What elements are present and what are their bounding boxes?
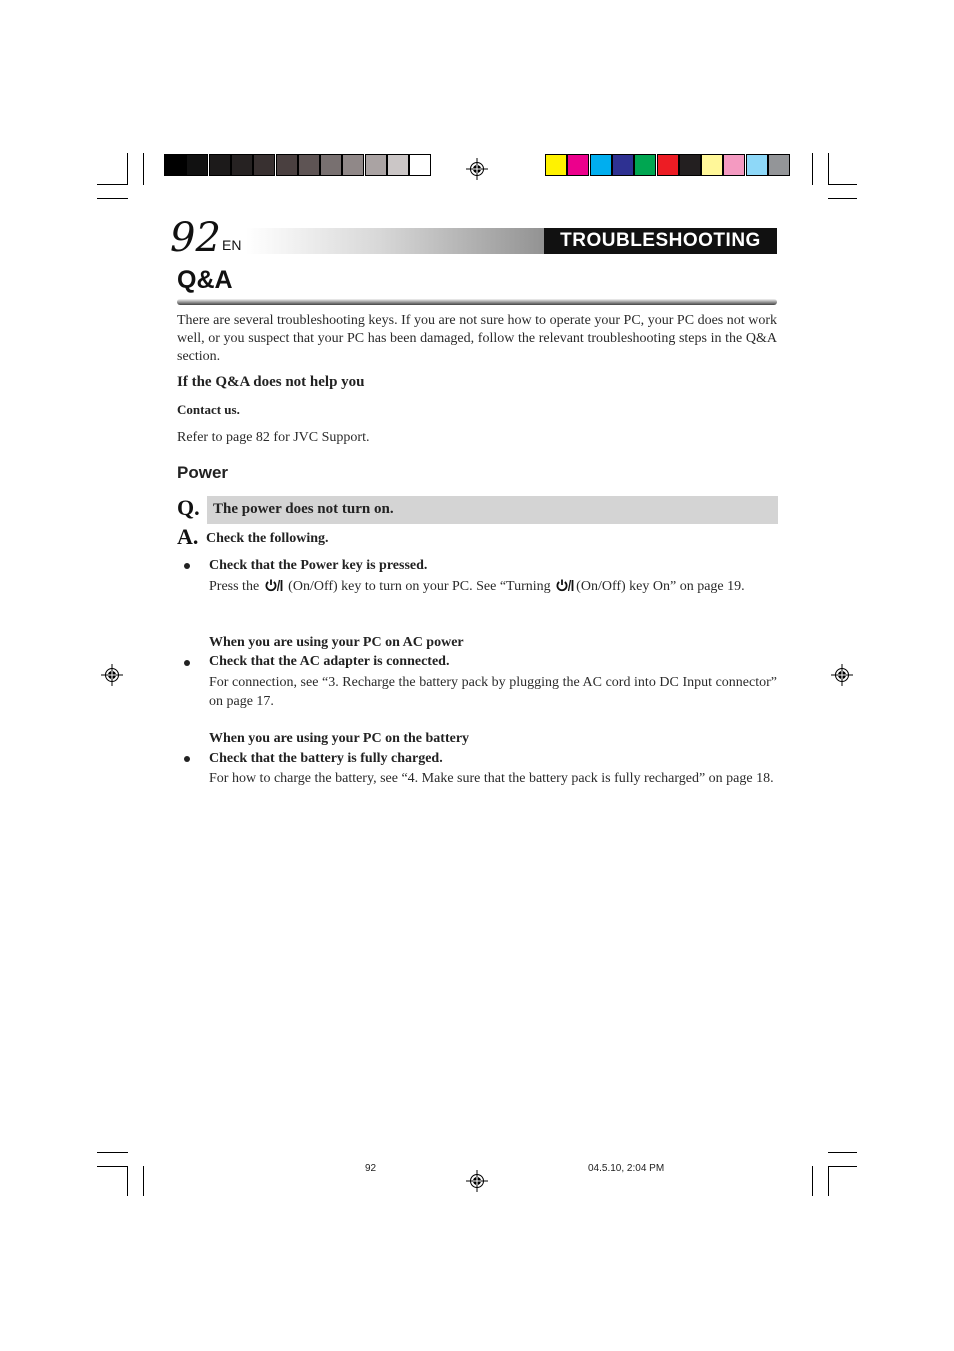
page-language-suffix: EN	[222, 237, 242, 253]
ac-power-heading: When you are using your PC on AC power	[209, 635, 464, 650]
refer-text: Refer to page 82 for JVC Support.	[177, 430, 370, 445]
bullet-icon	[184, 563, 190, 569]
footer-page-number: 92	[365, 1163, 377, 1174]
registration-mark-icon	[831, 664, 853, 686]
color-swatch	[590, 154, 612, 176]
item-ac-adapter-text: For connection, see “3. Recharge the battery pack by plugging the AC cord into DC Input connector” on page 17.	[209, 675, 777, 709]
power-onoff-icon	[265, 579, 283, 592]
answer-marker: A.	[177, 524, 199, 549]
battery-heading: When you are using your PC on the battery	[209, 731, 470, 746]
gray-swatch	[231, 154, 253, 176]
power-onoff-icon	[556, 579, 574, 592]
help-heading: If the Q&A does not help you	[177, 374, 365, 390]
gray-swatch	[186, 154, 208, 176]
registration-mark-icon	[101, 664, 123, 686]
color-swatch	[545, 154, 567, 176]
page-number: 92	[170, 215, 221, 261]
gray-swatch	[164, 154, 186, 176]
gray-swatch	[253, 154, 275, 176]
gray-swatch	[387, 154, 409, 176]
bullet-icon	[184, 756, 190, 762]
contact-label: Contact us.	[177, 402, 240, 417]
item-power-key-text-c: (On/Off) key On” on page 19.	[576, 579, 745, 594]
section-heading-power: Power	[177, 463, 229, 482]
question-text: The power does not turn on.	[213, 501, 394, 517]
question-marker: Q.	[177, 495, 200, 520]
color-swatch	[657, 154, 679, 176]
color-swatch	[612, 154, 634, 176]
item-power-key-text-b: (On/Off) key to turn on your PC. See “Turning	[288, 579, 551, 594]
bullet-icon	[184, 660, 190, 666]
color-swatch	[634, 154, 656, 176]
item-ac-adapter-title: Check that the AC adapter is connected.	[209, 654, 450, 669]
footer-timestamp: 04.5.10, 2:04 PM	[588, 1163, 665, 1174]
color-swatch	[567, 154, 589, 176]
gray-swatch	[409, 154, 431, 176]
gray-swatch	[298, 154, 320, 176]
item-power-key-text-a: Press the	[209, 579, 260, 594]
intro-paragraph: There are several troubleshooting keys. If you are not sure how to operate your PC, your PC does not work well, or you suspect that your PC has been damaged, follow the relevant troubleshooting steps in the Q&A section.	[177, 313, 777, 364]
item-power-key-title: Check that the Power key is pressed.	[209, 558, 428, 573]
gray-swatch	[365, 154, 387, 176]
color-swatch	[746, 154, 768, 176]
gray-swatch	[276, 154, 298, 176]
color-swatch	[768, 154, 790, 176]
gray-swatch	[320, 154, 342, 176]
color-swatch	[701, 154, 723, 176]
item-battery-title: Check that the battery is fully charged.	[209, 751, 443, 766]
answer-intro: Check the following.	[206, 531, 329, 546]
item-battery-text: For how to charge the battery, see “4. Make sure that the battery pack is fully recharged” on page 18.	[209, 771, 774, 786]
gray-swatch	[209, 154, 231, 176]
color-swatch	[723, 154, 745, 176]
registration-mark-icon	[466, 158, 488, 180]
registration-mark-icon	[466, 1170, 488, 1192]
title-rule	[177, 299, 777, 305]
color-swatch	[679, 154, 701, 176]
section-title: TROUBLESHOOTING	[544, 228, 777, 254]
page-title: Q&A	[177, 266, 233, 294]
gray-swatch	[342, 154, 364, 176]
item-power-key-text	[209, 577, 777, 596]
